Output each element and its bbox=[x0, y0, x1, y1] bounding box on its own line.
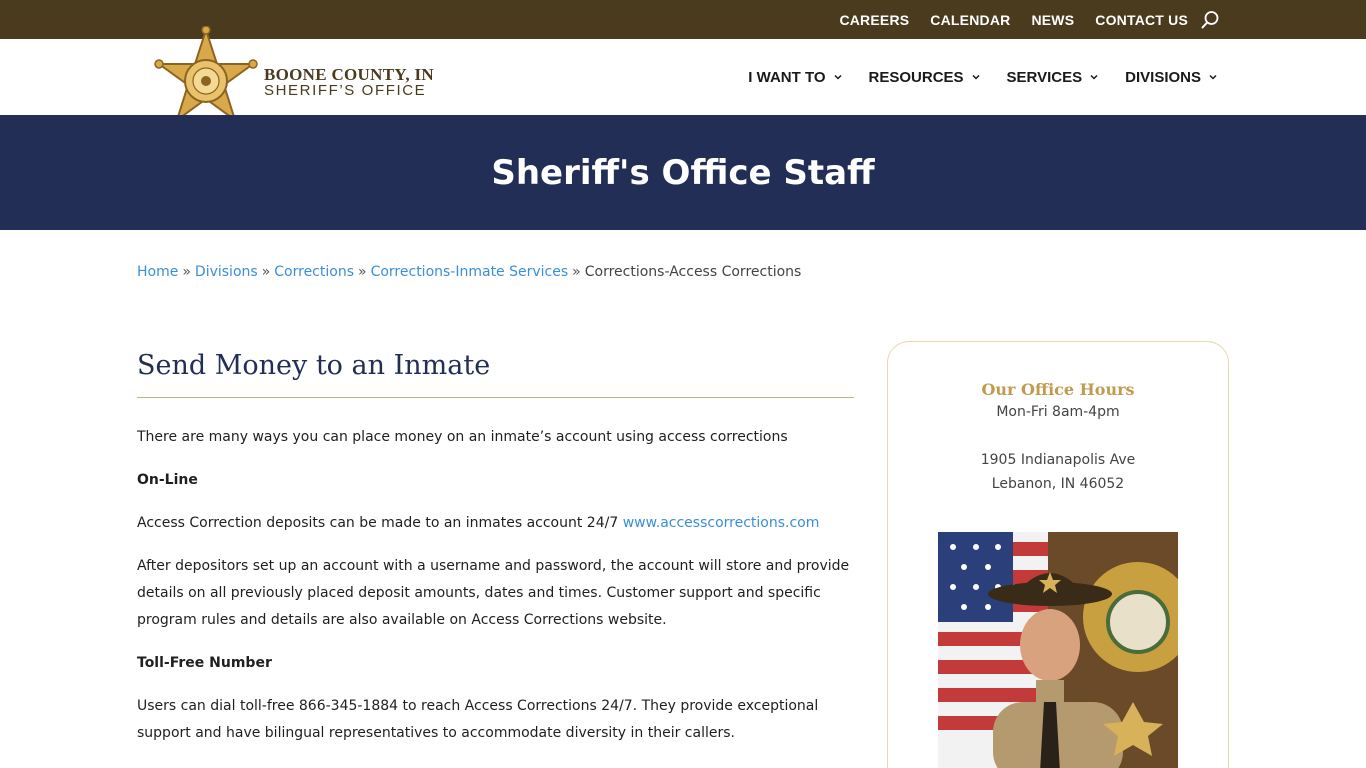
breadcrumb-current: Corrections-Access Corrections bbox=[584, 264, 802, 280]
chevron-down-icon bbox=[833, 72, 843, 82]
breadcrumb-separator: » bbox=[182, 264, 191, 280]
article-intro: There are many ways you can place money on an inmate’s account using access corrections bbox=[137, 429, 788, 445]
address-line-1: 1905 Indianapolis Ave bbox=[980, 452, 1136, 468]
nav-item-services[interactable] bbox=[1007, 69, 1100, 86]
nav-label: RESOURCES bbox=[868, 68, 964, 86]
search-icon[interactable] bbox=[1200, 10, 1220, 30]
breadcrumb-separator: » bbox=[261, 264, 271, 280]
office-hours-text: Mon-Fri 8am-4pm bbox=[996, 404, 1120, 420]
news-link[interactable]: NEWS bbox=[1031, 11, 1075, 28]
breadcrumb-divisions[interactable]: Divisions bbox=[194, 264, 258, 280]
calendar-link[interactable]: CALENDAR bbox=[930, 11, 1011, 28]
online-paragraph bbox=[137, 510, 854, 537]
main-navigation bbox=[722, 39, 1218, 115]
article-title: Send Money to an Inmate bbox=[137, 350, 854, 398]
nav-label: DIVISIONS bbox=[1125, 68, 1201, 86]
office-hours-card bbox=[887, 341, 1229, 768]
account-paragraph: After depositors set up an account with a username and password, the account will store and provide details on all previously placed deposit amounts, dates and times. Customer support and specific program rules and details are also available on Access Corrections website. bbox=[137, 558, 850, 628]
chevron-down-icon bbox=[971, 72, 981, 82]
site-header bbox=[0, 39, 1366, 115]
nav-label: I WANT TO bbox=[748, 68, 826, 86]
careers-link[interactable]: CAREERS bbox=[839, 11, 910, 28]
chevron-down-icon bbox=[1208, 72, 1218, 82]
breadcrumb-home[interactable]: Home bbox=[137, 264, 179, 280]
page-hero-banner bbox=[0, 115, 1366, 230]
office-hours-title: Our Office Hours bbox=[981, 380, 1135, 399]
chevron-down-icon bbox=[1089, 72, 1099, 82]
nav-label: SERVICES bbox=[1006, 68, 1083, 86]
tollfree-paragraph: Users can dial toll-free 866-345-1884 to reach Access Corrections 24/7. They provide exceptional support and have bilingual representatives to accommodate diversity in their callers. bbox=[137, 698, 819, 741]
contact-us-link[interactable]: CONTACT US bbox=[1095, 11, 1188, 28]
sheriff-portrait-image bbox=[938, 532, 1178, 768]
brand-wordmark[interactable] bbox=[264, 66, 434, 99]
nav-item-i-want-to[interactable] bbox=[748, 69, 842, 86]
page-title: Sheriff's Office Staff bbox=[491, 152, 875, 193]
breadcrumb-separator: » bbox=[572, 264, 581, 280]
brand-line-2: SHERIFF’S OFFICE bbox=[264, 82, 427, 99]
brand-line-1: BOONE COUNTY, IN bbox=[264, 65, 434, 84]
access-corrections-link[interactable]: www.accesscorrections.com bbox=[622, 515, 820, 531]
breadcrumb-separator: » bbox=[358, 264, 367, 280]
breadcrumb-inmate-services[interactable]: Corrections-Inmate Services bbox=[370, 264, 569, 280]
breadcrumb bbox=[137, 264, 801, 280]
tollfree-heading: Toll-Free Number bbox=[137, 655, 272, 671]
utility-links bbox=[818, 0, 1220, 39]
nav-item-divisions[interactable] bbox=[1125, 69, 1218, 86]
address-line-2: Lebanon, IN 46052 bbox=[991, 476, 1125, 492]
article-content bbox=[137, 350, 854, 747]
breadcrumb-corrections[interactable]: Corrections bbox=[274, 264, 354, 280]
nav-item-resources[interactable] bbox=[869, 69, 981, 86]
online-heading: On-Line bbox=[137, 472, 198, 488]
online-text: Access Correction deposits can be made to an inmates account 24/7 bbox=[137, 515, 623, 531]
